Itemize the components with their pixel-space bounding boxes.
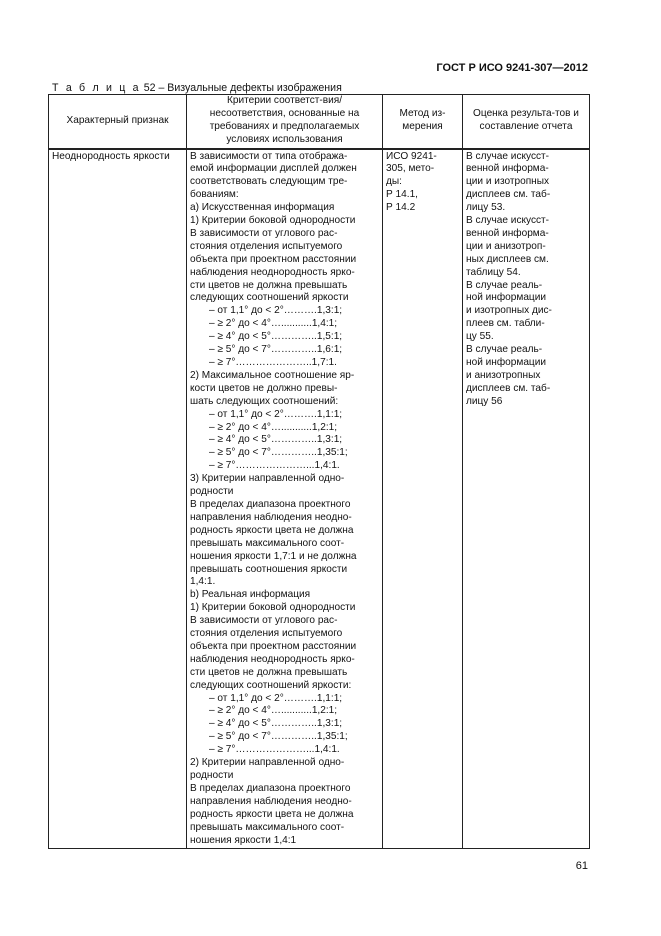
- method-line: 305, мето-: [386, 163, 435, 175]
- criteria-line: В зависимости от углового рас-: [190, 227, 338, 239]
- criteria-line: В зависимости от типа отобража-: [190, 150, 348, 162]
- criteria-line: – ≥ 5° до < 7°…………..1,6:1;: [209, 344, 343, 356]
- criteria-line: наблюдения неоднородность ярко-: [190, 653, 355, 665]
- criteria-line: соответствовать следующим тре-: [190, 176, 348, 188]
- criteria-line: сти цветов не должна превышать: [190, 279, 348, 291]
- criteria-line: стояния отделения испытуемого: [190, 628, 343, 640]
- criteria-line: – от 1,1° до < 2°……….1,3:1;: [209, 305, 343, 317]
- criteria-line: следующих соотношений яркости:: [190, 679, 352, 691]
- method-line: Р 14.2: [386, 202, 416, 214]
- report-line: дисплеев см. таб-: [466, 382, 551, 394]
- table-header-row: [49, 95, 590, 149]
- report-line: В случае реаль-: [466, 344, 543, 356]
- criteria-line: – ≥ 7°…………………...1,4:1.: [209, 744, 340, 756]
- report-line: ной информации: [466, 357, 546, 368]
- report-line: лицу 53.: [466, 202, 506, 214]
- report-line: ции и изотропных: [466, 176, 550, 188]
- criteria-line: кости цветов не должно превы-: [190, 382, 338, 394]
- method-line: ИСО 9241-: [386, 150, 437, 162]
- defects-table: [48, 94, 590, 849]
- criteria-line: – ≥ 7°…………………...1,4:1.: [209, 460, 340, 472]
- criteria-line: – ≥ 7°…………………..1,7:1.: [209, 357, 337, 368]
- criteria-line: 3) Критерии направленной одно-: [190, 473, 345, 485]
- criteria-line: 2) Критерии направленной одно-: [190, 757, 345, 769]
- criteria-line: родность яркости цвета не должна: [190, 808, 354, 820]
- page-number: 61: [575, 860, 588, 872]
- report-line: В случае реаль-: [466, 279, 543, 291]
- column-header-feature: Характерный признак: [49, 95, 187, 149]
- method-line: ды:: [386, 176, 402, 188]
- table-caption: [52, 82, 342, 94]
- criteria-line: – ≥ 2° до < 4°…...........1,4:1;: [209, 318, 338, 330]
- criteria-line: – ≥ 4° до < 5°…………..1,3:1;: [209, 434, 343, 446]
- criteria-line: направления наблюдения неодно-: [190, 795, 352, 807]
- report-line: и анизотропных: [466, 369, 541, 381]
- criteria-line: шать следующих соотношений:: [190, 395, 339, 407]
- report-line: цу 55.: [466, 331, 494, 343]
- criteria-line: направления наблюдения неодно-: [190, 511, 352, 523]
- criteria-line: 1,4:1.: [190, 576, 216, 588]
- cell-report: [463, 149, 590, 849]
- criteria-line: превышать соотношения яркости: [190, 563, 348, 575]
- criteria-line: стояния отделения испытуемого: [190, 240, 343, 252]
- criteria-line: а) Искусственная информация: [190, 202, 335, 214]
- report-lines: [466, 151, 586, 409]
- report-line: ции и анизотроп-: [466, 240, 546, 252]
- criteria-line: b) Реальная информация: [190, 589, 311, 601]
- criteria-lines: [190, 151, 379, 848]
- criteria-line: сти цветов не должна превышать: [190, 666, 348, 678]
- cell-criteria: [187, 149, 383, 849]
- criteria-line: объекта при проектном расстоянии: [190, 253, 357, 265]
- criteria-line: ношения яркости 1,7:1 и не должна: [190, 550, 357, 562]
- criteria-line: – ≥ 4° до < 5°…………..1,3:1;: [209, 718, 343, 730]
- report-line: таблицу 54.: [466, 266, 521, 278]
- criteria-line: В пределах диапазона проектного: [190, 498, 351, 510]
- criteria-line: родности: [190, 770, 234, 781]
- report-line: В случае искусст-: [466, 150, 550, 162]
- table-caption-number: 52: [143, 82, 156, 94]
- criteria-line: – ≥ 5° до < 7°…………..1,35:1;: [209, 447, 348, 459]
- report-line: венной информа-: [466, 227, 549, 239]
- criteria-line: 1) Критерии боковой однородности: [190, 215, 356, 227]
- cell-feature: Неоднородность яркости: [49, 149, 187, 849]
- criteria-line: ношения яркости 1,4:1: [190, 834, 297, 846]
- criteria-line: наблюдения неоднородность ярко-: [190, 266, 355, 278]
- criteria-line: превышать максимального соот-: [190, 537, 345, 549]
- report-line: ной информации: [466, 292, 546, 304]
- cell-method: [383, 149, 463, 849]
- table-row: [49, 149, 590, 849]
- table-caption-title: – Визуальные дефекты изображения: [158, 82, 342, 94]
- method-line: Р 14.1,: [386, 189, 418, 201]
- table-caption-label: Т а б л и ц а: [52, 82, 141, 94]
- criteria-line: – ≥ 2° до < 4°…...........1,2:1;: [209, 421, 338, 433]
- criteria-line: следующих соотношений яркости: [190, 292, 349, 304]
- criteria-line: – ≥ 2° до < 4°…...........1,2:1;: [209, 705, 338, 717]
- column-header-report: Оценка результа-тов и составление отчета: [463, 95, 590, 149]
- criteria-line: – от 1,1° до < 2°……….1,1:1;: [209, 692, 343, 704]
- report-line: лицу 56: [466, 395, 503, 407]
- report-line: и изотропных дис-: [466, 305, 552, 317]
- criteria-line: В пределах диапазона проектного: [190, 782, 351, 794]
- criteria-line: 2) Максимальное соотношение яр-: [190, 369, 355, 381]
- criteria-line: бованиям:: [190, 189, 239, 201]
- report-line: плеев см. табли-: [466, 318, 545, 330]
- criteria-line: превышать максимального соот-: [190, 821, 345, 833]
- report-line: дисплеев см. таб-: [466, 189, 551, 201]
- criteria-line: родность яркости цвета не должна: [190, 524, 354, 536]
- criteria-line: – ≥ 4° до < 5°…………..1,5:1;: [209, 331, 343, 343]
- column-header-criteria: Критерии соответст-вия/несоответствия, основанные на требованиях и предполагаемых условиях использования: [187, 95, 383, 149]
- report-line: венной информа-: [466, 163, 549, 175]
- report-line: В случае искусст-: [466, 215, 550, 227]
- method-lines: [386, 151, 459, 216]
- criteria-line: объекта при проектном расстоянии: [190, 640, 357, 652]
- criteria-line: – от 1,1° до < 2°……….1,1:1;: [209, 408, 343, 420]
- criteria-line: В зависимости от углового рас-: [190, 615, 338, 627]
- criteria-line: родности: [190, 486, 234, 498]
- report-line: ных дисплеев см.: [466, 253, 549, 265]
- criteria-line: – ≥ 5° до < 7°…………..1,35:1;: [209, 731, 348, 743]
- criteria-line: 1) Критерии боковой однородности: [190, 602, 356, 614]
- standard-code: ГОСТ Р ИСО 9241-307—2012: [436, 62, 588, 74]
- column-header-method: Метод из-мерения: [383, 95, 463, 149]
- criteria-line: емой информации дисплей должен: [190, 163, 357, 175]
